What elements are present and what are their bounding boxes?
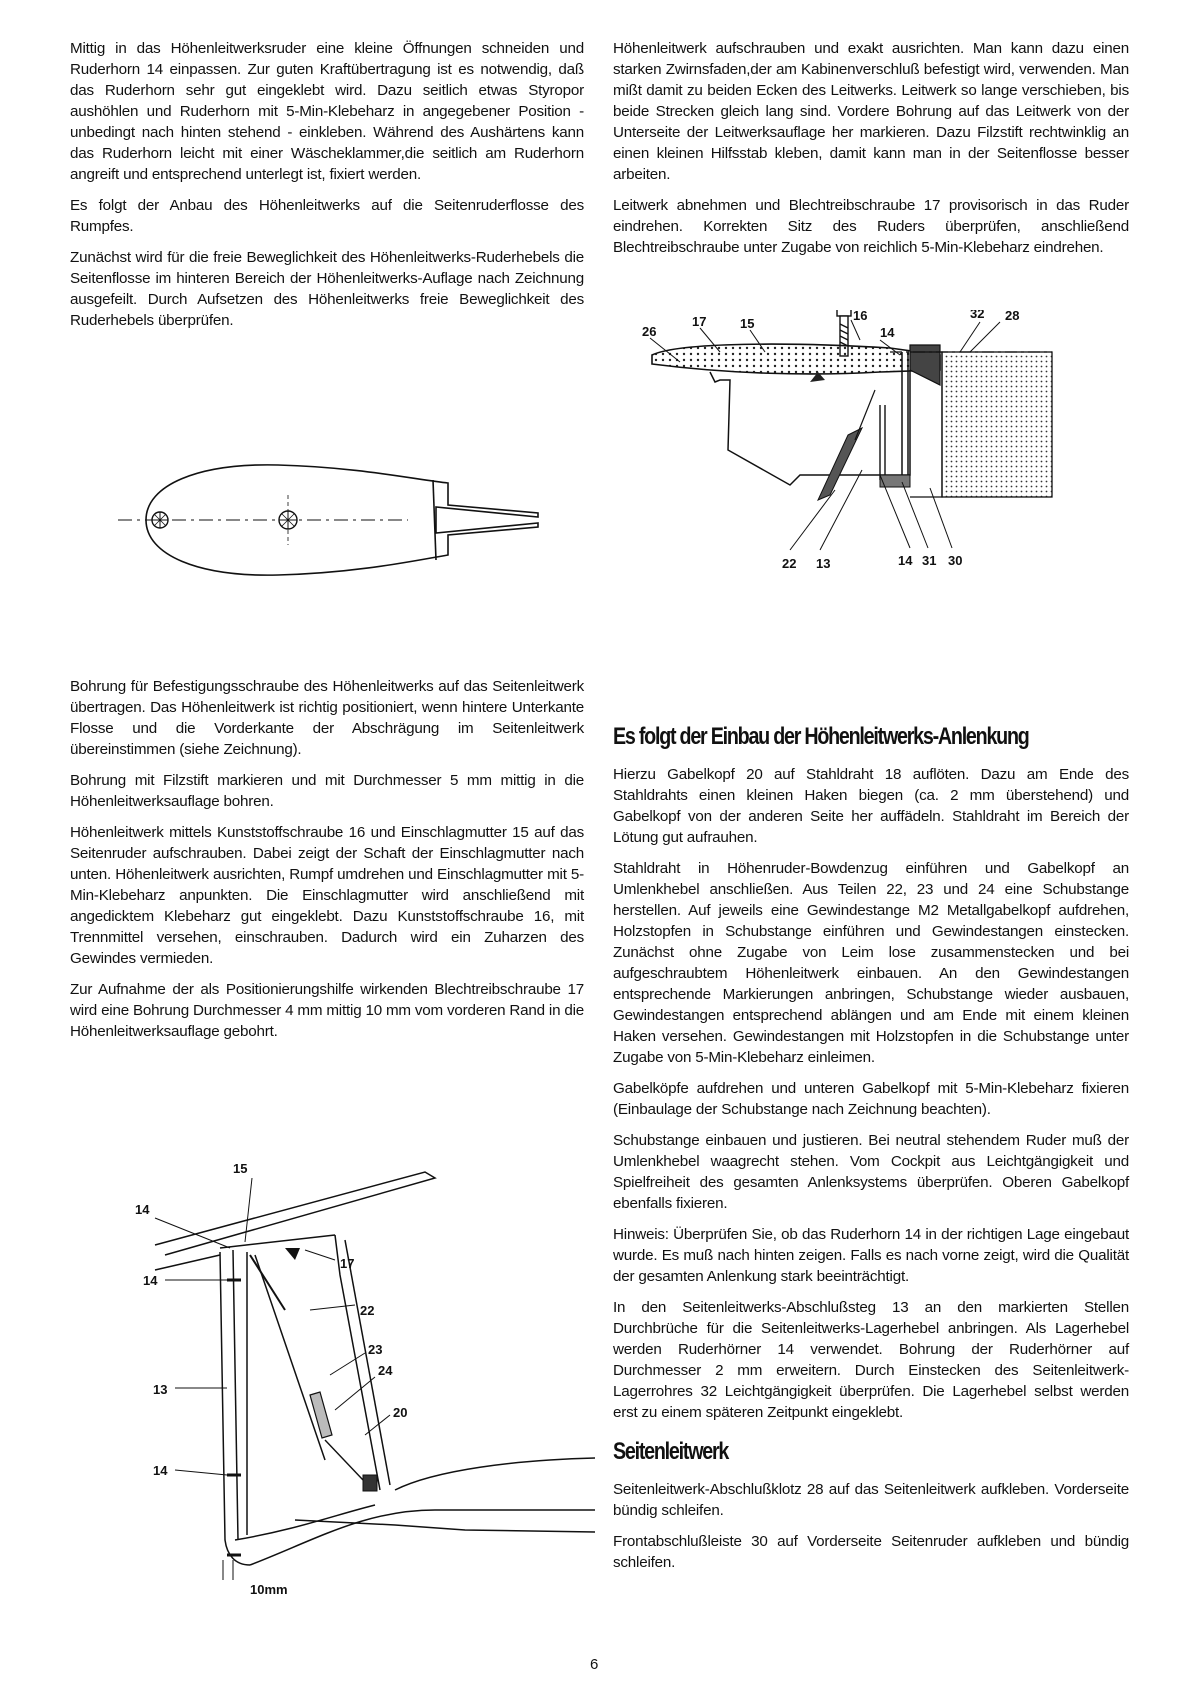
right-column-bottom xyxy=(613,722,1129,1583)
label-17: 17 xyxy=(340,1256,355,1271)
paragraph: Höhenleitwerk mittels Kunststoffschraube 16 und Einschlagmutter 15 auf das Seitenruder aufschrauben. Dabei zeigt der Schaft der Einschlagmutter nach unten. Höhenleitwerk ausrichten, Rumpf umdrehen und Einschlagmutter mit 5-Min-Klebeharz anpunkten. Die Einschlagmutter wird anschließend mit angedicktem Klebeharz gut eingeklebt. Dazu Kunststoffschraube 16, mit Trennmittel versehen, einschrauben. Dadurch wird ein Zuharzen des Gewindes vermieden. xyxy=(70,824,584,967)
bolt-hole-rear xyxy=(279,495,297,545)
label-28: 28 xyxy=(1005,310,1020,323)
section-heading-seitenleitwerk: Seitenleitwerk xyxy=(613,1438,729,1465)
paragraph: Zur Aufnahme der als Positionierungshilfe wirkenden Blechtreibschraube 17 wird eine Bohrung Durchmesser 4 mm mittig 10 mm vom vorderen Rand in die Höhenleitwerksauflage gebohrt. xyxy=(70,981,584,1040)
paragraph: Bohrung für Befestigungsschraube des Höhenleitwerks auf das Seitenleitwerk übertragen. Das Höhenleitwerk ist richtig positioniert, wenn hintere Unterkante Flosse und die Vorderkante der Abschrägung im Seitenleitwerk übereinstimmen (siehe Zeichnung). xyxy=(70,678,584,758)
paragraph: Hinweis: Überprüfen Sie, ob das Ruderhorn 14 in der richtigen Lage eingebaut wurde. Es muß nach hinten zeigen. Falls es nach vorne zeigt, wird die Qualität der gesamten Anlenkung stark beeinträchtigt. xyxy=(613,1226,1129,1285)
label-24: 24 xyxy=(378,1363,393,1378)
label-14: 14 xyxy=(880,325,895,340)
label-20: 20 xyxy=(393,1405,408,1420)
label-15: 15 xyxy=(233,1161,248,1176)
paragraph: Leitwerk abnehmen und Blechtreibschraube 17 provisorisch in das Ruder eindrehen. Korrekten Sitz des Ruders überprüfen, anschließend Blechtreibschraube unter Zugabe von reichlich 5-Min-Klebeharz eindrehen. xyxy=(613,197,1129,256)
paragraph: Zunächst wird für die freie Beweglichkeit des Höhenleitwerks-Ruderhebels die Seitenflosse im hinteren Bereich der Höhenleitwerks-Auflage nach Zeichnung ausgefeilt. Durch Aufsetzen des Höhenleitwerks freie Beweglichkeit des Ruderhebels überprüfen. xyxy=(70,249,584,329)
label-14-bottom: 14 xyxy=(153,1463,168,1478)
left-column-bottom xyxy=(70,676,584,1052)
paragraph: Schubstange einbauen und justieren. Bei neutral stehendem Ruder muß der Umlenkhebel waagrecht stehen. Vom Cockpit aus Leichtgängigkeit und Spielfreiheit des gesamten Anlenksystems überprüfen. Oberen Gabelkopf ebenfalls fixieren. xyxy=(613,1132,1129,1212)
label-14-bottom: 14 xyxy=(898,553,913,568)
label-14-mid: 14 xyxy=(143,1273,158,1288)
label-30: 30 xyxy=(948,553,963,568)
label-22: 22 xyxy=(782,556,797,571)
tailplane-plan-drawing xyxy=(118,455,568,585)
bolt-hole-front xyxy=(152,512,168,528)
label-26: 26 xyxy=(642,324,657,339)
fin-assembly-drawing xyxy=(135,1160,605,1580)
paragraph: Es folgt der Anbau des Höhenleitwerks auf die Seitenruderflosse des Rumpfes. xyxy=(70,197,584,235)
paragraph: Gabelköpfe aufdrehen und unteren Gabelkopf mit 5-Min-Klebeharz fixieren (Einbaulage der Schubstange nach Zeichnung beachten). xyxy=(613,1080,1129,1118)
label-31: 31 xyxy=(922,553,937,568)
left-column-top xyxy=(70,38,584,341)
paragraph: Seitenleitwerk-Abschlußklotz 28 auf das Seitenleitwerk aufkleben. Vorderseite bündig schleifen. xyxy=(613,1481,1129,1519)
paragraph: Bohrung mit Filzstift markieren und mit Durchmesser 5 mm mittig in die Höhenleitwerksauflage bohren. xyxy=(70,772,584,810)
label-22: 22 xyxy=(360,1303,375,1318)
label-17: 17 xyxy=(692,314,707,329)
page-number: 6 xyxy=(590,1656,599,1673)
label-16: 16 xyxy=(853,310,868,323)
label-13: 13 xyxy=(153,1382,168,1397)
label-14-top: 14 xyxy=(135,1202,150,1217)
paragraph: Höhenleitwerk aufschrauben und exakt ausrichten. Man kann dazu einen starken Zwirnsfaden,der am Kabinenverschluß befestigt wird, verwenden. Man mißt damit zu beiden Ecken des Leitwerks. Leitwerk so lange verschieben, bis beide Strecken gleich lang sind. Vordere Bohrung auf das Leitwerk von der Unterseite der Leitwerksauflage her markieren. Dazu Filzstift rechtwinklig an einen kleinen Hilfsstab kleben, damit kann man in der Seitenflosse besser arbeiten. xyxy=(613,40,1129,183)
paragraph: Hierzu Gabelkopf 20 auf Stahldraht 18 auflöten. Dazu am Ende des Stahldrahts einen kleinen Haken biegen (ca. 2 mm überstehend) und Gabelkopf von der anderen Seite her auffädeln. Stahldraht im Bereich der Lötung gut aufrauhen. xyxy=(613,766,1129,846)
section-heading-anlenkung: Es folgt der Einbau der Höhenleitwerks-Anlenkung xyxy=(613,723,1029,750)
paragraph: Mittig in das Höhenleitwerksruder eine kleine Öffnungen schneiden und Ruderhorn 14 einpassen. Zur guten Kraftübertragung ist es notwendig, daß das Ruderhorn sehr gut eingeklebt wird. Dazu seitlich etwas Styropor aushöhlen und Ruderhorn mit 5-Min-Klebeharz in angegebener Position -unbedingt nach hinten stehend - einkleben. Während des Aushärtens kann das Ruderhorn leicht mit einer Wäscheklammer,die seitlich am Ruderhorn angreift und entsprechend unterlegt ist, fixiert werden. xyxy=(70,40,584,183)
paragraph: In den Seitenleitwerks-Abschlußsteg 13 an den markierten Stellen Durchbrüche für die Seitenleitwerks-Lagerhebel anbringen. Als Lagerhebel werden Ruderhörner 14 verwendet. Bohrung der Ruderhörner auf Durchmesser 2 mm erweitern. Durch Einstecken des Seitenleitwerk-Lagerrohres 32 Leichtgängigkeit überprüfen. Die Lagerhebel selbst werden erst zu einem späteren Zeitpunkt eingeklebt. xyxy=(613,1299,1129,1421)
paragraph: Frontabschlußleiste 30 auf Vorderseite Seitenruder aufkleben und bündig schleifen. xyxy=(613,1533,1129,1571)
right-column-top xyxy=(613,38,1129,268)
label-32: 32 xyxy=(970,310,985,321)
dimension-label: 10mm xyxy=(250,1582,288,1597)
label-15: 15 xyxy=(740,316,755,331)
paragraph: Stahldraht in Höhenruder-Bowdenzug einführen und Gabelkopf an Umlenkhebel anschließen. Aus Teilen 22, 23 und 24 eine Schubstange herstellen. Auf jeweils eine Gewindestange M2 Metallgabelkopf aufdrehen, Holzstopfen in Schubstange einführen und Gewindestangen einstecken. Zunächst ohne Zugabe von Leim lose zusammenstecken und bei aufgeschraubtem Höhenleitwerk einbauen. An den Gewindestangen entsprechende Markierungen anbringen, Schubstange wieder ausbauen, Gewindestangen entsprechend ablängen und am Ende mit einem kleinen Haken versehen. Gewindestangen mit Holzstopfen in die Schubstange unter Zugabe von 5-Min-Klebeharz einleimen. xyxy=(613,860,1129,1066)
label-13: 13 xyxy=(816,556,831,571)
fin-cross-section-drawing xyxy=(640,310,1090,610)
label-23: 23 xyxy=(368,1342,383,1357)
